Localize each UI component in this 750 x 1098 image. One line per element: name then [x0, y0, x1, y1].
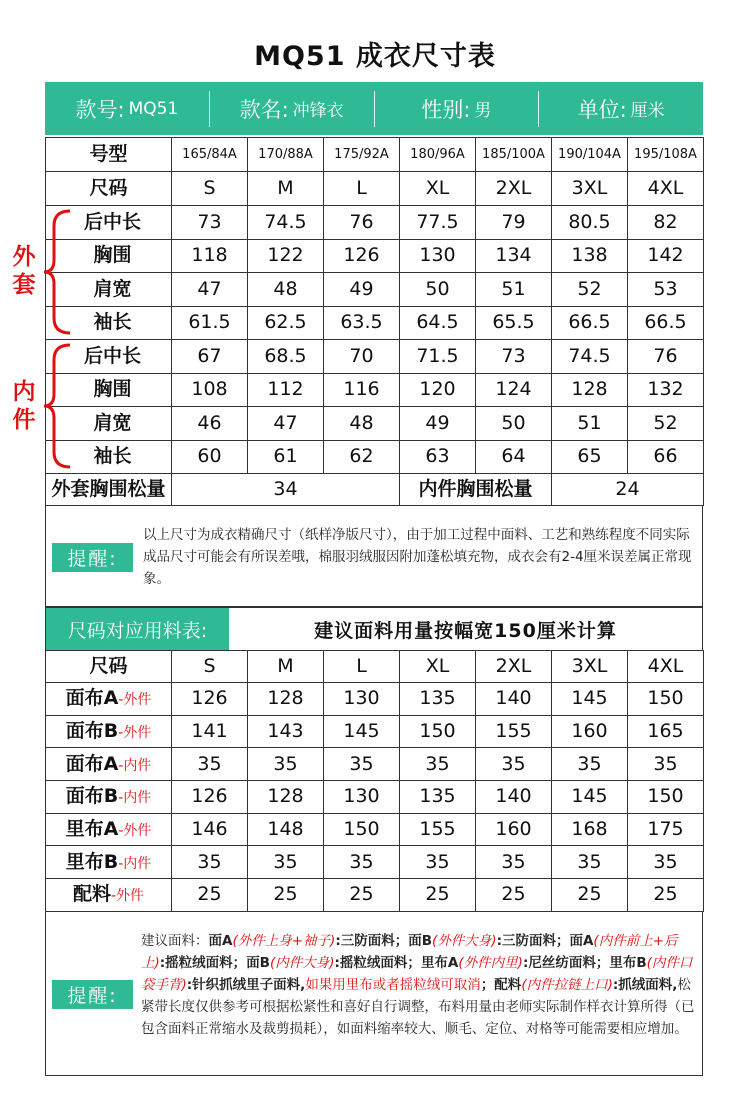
- fabric-part: -内件: [118, 757, 152, 774]
- measure-label: 胸围: [46, 373, 172, 407]
- measure-value: 122: [248, 239, 324, 273]
- fabric-size-cell: 4XL: [628, 651, 704, 683]
- gender-value: 男: [474, 101, 492, 121]
- fabric-part: -外件: [118, 823, 152, 840]
- model-cell: 180/96A: [400, 138, 476, 172]
- unit-label: 单位:: [577, 97, 627, 122]
- fabric-value: 35: [476, 748, 552, 781]
- fabric-row: [46, 683, 704, 716]
- model-cell: 185/100A: [476, 138, 552, 172]
- fabric-section-caption: 建议面料用量按幅宽150厘米计算: [314, 619, 617, 642]
- measure-label: 袖长: [46, 440, 172, 474]
- fabric-size-cell: S: [172, 651, 248, 683]
- measure-row: [46, 239, 704, 273]
- fabric-value: 35: [324, 846, 400, 879]
- measure-value: 63: [400, 440, 476, 474]
- outer-ease-label: 外套胸围松量: [46, 474, 172, 506]
- fabric-row: [46, 748, 704, 781]
- measure-value: 68.5: [248, 340, 324, 374]
- measure-label: 胸围: [46, 239, 172, 273]
- model-cell: 195/108A: [628, 138, 704, 172]
- model-cell: 165/84A: [172, 138, 248, 172]
- gender-cell: [375, 91, 540, 127]
- measure-value: 73: [476, 340, 552, 374]
- fabric-value: 135: [400, 683, 476, 716]
- measure-value: 120: [400, 373, 476, 407]
- measure-value: 65.5: [476, 306, 552, 340]
- fabric-label: [46, 781, 172, 814]
- fabric-name: 面布B: [65, 720, 119, 743]
- measure-value: 126: [324, 239, 400, 273]
- measure-value: 130: [400, 239, 476, 273]
- ease-row: [46, 474, 704, 506]
- fabric-row: [46, 715, 704, 748]
- fabric-value: 150: [324, 813, 400, 846]
- style-name-cell: [210, 91, 375, 127]
- fabric-value: 35: [248, 748, 324, 781]
- fabric-size-cell: XL: [400, 651, 476, 683]
- measure-value: 64.5: [400, 306, 476, 340]
- measure-value: 66: [628, 440, 704, 474]
- fabric-size-label: 尺码: [46, 651, 172, 683]
- measure-value: 73: [172, 206, 248, 240]
- style-name-label: 款名:: [239, 97, 289, 122]
- measure-value: 49: [324, 273, 400, 307]
- measure-value: 66.5: [628, 306, 704, 340]
- fabric-label: [46, 683, 172, 716]
- measure-value: 47: [248, 407, 324, 441]
- size-label: 尺码: [46, 172, 172, 206]
- fabric-value: 140: [476, 683, 552, 716]
- fabric-value: 126: [172, 683, 248, 716]
- fabric-label: [46, 715, 172, 748]
- fabric-value: 25: [476, 879, 552, 912]
- fabric-label: [46, 813, 172, 846]
- fabric-value: 35: [628, 846, 704, 879]
- fabric-part: -外件: [110, 888, 145, 905]
- fabric-value: 155: [476, 715, 552, 748]
- measure-value: 74.5: [552, 340, 628, 374]
- reminder-1-tag: 提醒:: [52, 543, 133, 572]
- fabric-part: -外件: [118, 692, 152, 709]
- measure-value: 138: [552, 239, 628, 273]
- fabric-value: 35: [552, 748, 628, 781]
- size-cell: M: [248, 172, 324, 206]
- fabric-value: 25: [400, 879, 476, 912]
- measure-value: 52: [552, 273, 628, 307]
- measure-value: 134: [476, 239, 552, 273]
- measure-value: 142: [628, 239, 704, 273]
- measure-value: 65: [552, 440, 628, 474]
- fabric-row: [46, 879, 704, 912]
- info-header: [45, 82, 703, 135]
- fabric-value: 130: [324, 683, 400, 716]
- measure-value: 50: [476, 407, 552, 441]
- measure-value: 60: [172, 440, 248, 474]
- fabric-value: 135: [400, 781, 476, 814]
- size-cell: 3XL: [552, 172, 628, 206]
- measure-value: 49: [400, 407, 476, 441]
- fabric-value: 130: [324, 781, 400, 814]
- fabric-value: 35: [400, 846, 476, 879]
- fabric-value: 145: [552, 683, 628, 716]
- inner-group-label: 内件: [12, 379, 36, 433]
- fabric-name: 里布B: [65, 850, 119, 873]
- measure-value: 51: [552, 407, 628, 441]
- measure-value: 50: [400, 273, 476, 307]
- fabric-section-header: [45, 607, 703, 651]
- fabric-name: 配料: [72, 883, 111, 906]
- measure-value: 116: [324, 373, 400, 407]
- measure-row: [46, 407, 704, 441]
- fabric-value: 128: [248, 781, 324, 814]
- measure-value: 52: [628, 407, 704, 441]
- fabric-label: [46, 879, 172, 912]
- inner-ease-value: 24: [552, 474, 704, 506]
- style-no-value: MQ51: [128, 98, 179, 119]
- fabric-value: 35: [628, 748, 704, 781]
- fabric-row: [46, 846, 704, 879]
- measure-row: [46, 273, 704, 307]
- measure-value: 61.5: [172, 306, 248, 340]
- model-label: 号型: [46, 138, 172, 172]
- fabric-value: 150: [628, 683, 704, 716]
- measure-value: 48: [248, 273, 324, 307]
- outer-brace-icon: [40, 208, 72, 336]
- fabric-value: 165: [628, 715, 704, 748]
- measure-value: 66.5: [552, 306, 628, 340]
- fabric-value: 35: [172, 748, 248, 781]
- fabric-value: 35: [552, 846, 628, 879]
- size-cell: 4XL: [628, 172, 704, 206]
- fabric-value: 35: [248, 846, 324, 879]
- size-cell: XL: [400, 172, 476, 206]
- size-table: [45, 137, 704, 506]
- measure-label: 后中长: [46, 206, 172, 240]
- fabric-row: [46, 781, 704, 814]
- measure-value: 46: [172, 407, 248, 441]
- fabric-size-cell: L: [324, 651, 400, 683]
- model-cell: 170/88A: [248, 138, 324, 172]
- size-cell: 2XL: [476, 172, 552, 206]
- measure-row: [46, 340, 704, 374]
- measure-value: 76: [628, 340, 704, 374]
- measure-value: 67: [172, 340, 248, 374]
- fabric-name: 里布A: [65, 818, 119, 841]
- fabric-value: 25: [248, 879, 324, 912]
- fabric-value: 168: [552, 813, 628, 846]
- measure-row: [46, 440, 704, 474]
- measure-value: 128: [552, 373, 628, 407]
- measure-value: 61: [248, 440, 324, 474]
- measure-label: 袖长: [46, 306, 172, 340]
- fabric-value: 35: [400, 748, 476, 781]
- fabric-size-row: [46, 651, 704, 683]
- fabric-value: 128: [248, 683, 324, 716]
- measure-value: 53: [628, 273, 704, 307]
- reminder-2-tag: 提醒:: [52, 980, 133, 1009]
- inner-brace-icon: [40, 342, 72, 470]
- fabric-label: [46, 748, 172, 781]
- fabric-section-label: 尺码对应用料表:: [46, 608, 229, 650]
- reminder-1-text: 以上尺寸为成衣精确尺寸（纸样净版尺寸），由于加工过程中面料、工艺和熟练程度不同实际成品尺寸可能会有所误差哦，棉服羽绒服因附加蓬松填充物，成衣会有2-4厘米误差属正常现象。: [143, 527, 692, 587]
- page-title: MQ51 成衣尺寸表: [254, 41, 496, 72]
- measure-value: 80.5: [552, 206, 628, 240]
- size-row: [46, 172, 704, 206]
- fabric-value: 126: [172, 781, 248, 814]
- fabric-value: 35: [172, 846, 248, 879]
- size-cell: S: [172, 172, 248, 206]
- fabric-size-cell: 3XL: [552, 651, 628, 683]
- gender-label: 性别:: [421, 97, 471, 122]
- fabric-value: 35: [324, 748, 400, 781]
- outer-ease-value: 34: [172, 474, 400, 506]
- fabric-name: 面布A: [65, 687, 119, 710]
- fabric-value: 25: [324, 879, 400, 912]
- fabric-value: 175: [628, 813, 704, 846]
- measure-value: 47: [172, 273, 248, 307]
- fabric-value: 146: [172, 813, 248, 846]
- measure-value: 62: [324, 440, 400, 474]
- size-cell: L: [324, 172, 400, 206]
- unit-value: 厘米: [630, 101, 665, 121]
- fabric-value: 25: [172, 879, 248, 912]
- measure-row: [46, 206, 704, 240]
- measure-value: 48: [324, 407, 400, 441]
- fabric-value: 145: [552, 781, 628, 814]
- fabric-name: 面布A: [65, 752, 119, 775]
- fabric-value: 160: [552, 715, 628, 748]
- style-name-value: 冲锋衣: [292, 101, 344, 121]
- measure-value: 77.5: [400, 206, 476, 240]
- inner-ease-label: 内件胸围松量: [400, 474, 552, 506]
- style-no-label: 款号:: [75, 97, 125, 122]
- measure-label: 肩宽: [46, 407, 172, 441]
- model-cell: 175/92A: [324, 138, 400, 172]
- measure-value: 76: [324, 206, 400, 240]
- fabric-value: 25: [552, 879, 628, 912]
- measure-label: 肩宽: [46, 273, 172, 307]
- measure-value: 79: [476, 206, 552, 240]
- reminder-2-text: 建议面料：面A(外件上身+袖子):三防面料；面B(外件大身):三防面料；面A(内件前上+后上):摇粒绒面料；面B(内件大身):摇粒绒面料；里布A(外件内里):尼丝纺面料；里布B(内件口袋手背):针织抓绒里子面料,如果用里布或者摇粒绒可取消；配料(内件拉链上口):抓绒面料,松紧带长度仅供参考可根据松紧性和喜好自行调整，布料用量由老师实际制作样衣计算所得（已包含面料正常缩水及裁剪损耗），如面料缩率较大、顺毛、定位、对格等可能需要相应增加。: [141, 933, 695, 1037]
- fabric-value: 140: [476, 781, 552, 814]
- measure-row: [46, 306, 704, 340]
- measure-value: 63.5: [324, 306, 400, 340]
- fabric-row: [46, 813, 704, 846]
- fabric-table: [45, 650, 704, 912]
- unit-cell: [539, 91, 703, 127]
- outer-group-label: 外套: [12, 244, 36, 298]
- fabric-size-cell: M: [248, 651, 324, 683]
- fabric-name: 面布B: [65, 785, 119, 808]
- model-cell: 190/104A: [552, 138, 628, 172]
- fabric-value: 160: [476, 813, 552, 846]
- fabric-size-cell: 2XL: [476, 651, 552, 683]
- measure-value: 51: [476, 273, 552, 307]
- fabric-value: 35: [476, 846, 552, 879]
- measure-value: 108: [172, 373, 248, 407]
- fabric-value: 145: [324, 715, 400, 748]
- measure-label: 后中长: [46, 340, 172, 374]
- fabric-part: -内件: [118, 855, 152, 872]
- measure-value: 71.5: [400, 340, 476, 374]
- fabric-value: 150: [400, 715, 476, 748]
- style-no-cell: [45, 91, 210, 127]
- fabric-value: 150: [628, 781, 704, 814]
- fabric-value: 155: [400, 813, 476, 846]
- fabric-value: 141: [172, 715, 248, 748]
- fabric-value: 25: [628, 879, 704, 912]
- measure-value: 124: [476, 373, 552, 407]
- measure-row: [46, 373, 704, 407]
- fabric-part: -内件: [118, 790, 152, 807]
- measure-value: 74.5: [248, 206, 324, 240]
- model-row: [46, 138, 704, 172]
- measure-value: 112: [248, 373, 324, 407]
- fabric-value: 148: [248, 813, 324, 846]
- fabric-label: [46, 846, 172, 879]
- measure-value: 70: [324, 340, 400, 374]
- measure-value: 64: [476, 440, 552, 474]
- measure-value: 82: [628, 206, 704, 240]
- fabric-value: 143: [248, 715, 324, 748]
- measure-value: 132: [628, 373, 704, 407]
- measure-value: 62.5: [248, 306, 324, 340]
- measure-value: 118: [172, 239, 248, 273]
- fabric-part: -外件: [118, 725, 152, 742]
